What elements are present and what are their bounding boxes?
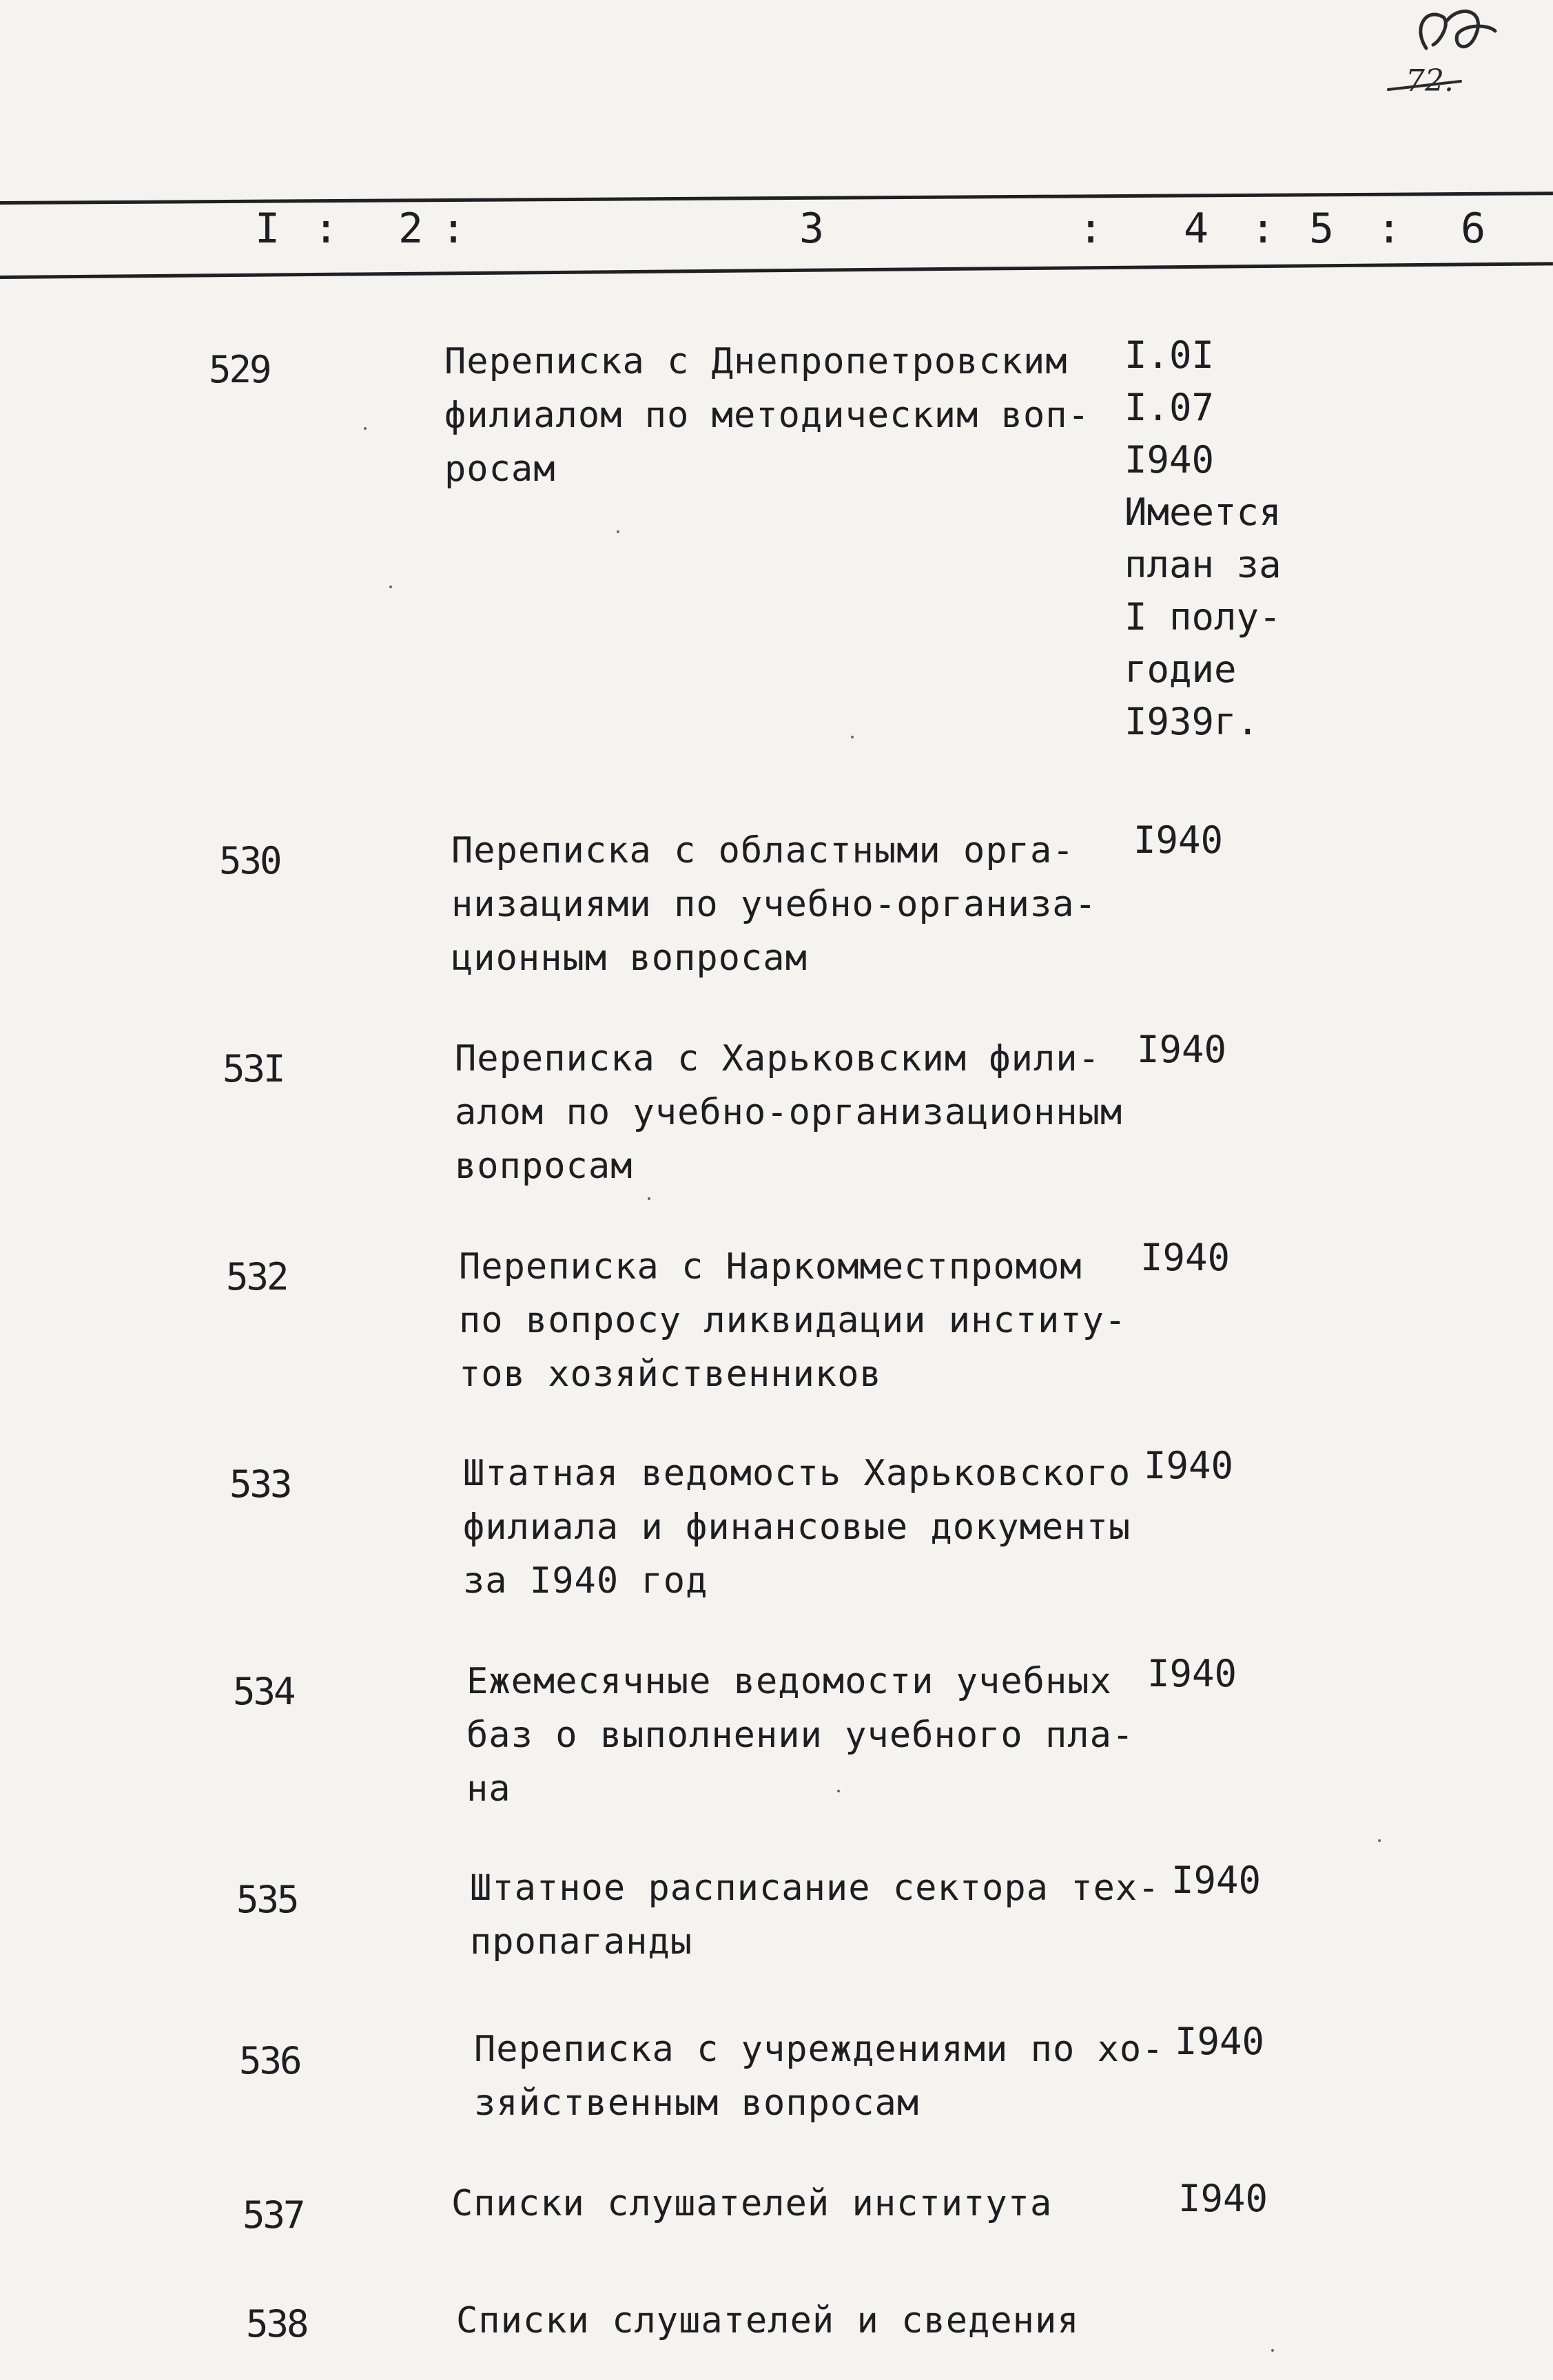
scan-speck xyxy=(851,736,854,738)
scan-speck xyxy=(648,1197,650,1200)
record-description: Переписка с областными орга- низациями по учебно-организа- ционным вопросам xyxy=(451,830,1097,979)
scan-speck xyxy=(389,586,392,588)
record-dates: I940 xyxy=(1133,818,1224,862)
record-dates: I940 xyxy=(1178,2177,1268,2220)
record-description: Переписка с учреждениями по хо- зяйственным вопросам xyxy=(474,2029,1164,2124)
record-description: Списки слушателей института xyxy=(451,2183,1053,2224)
header-separator: : xyxy=(1251,205,1276,253)
scan-speck xyxy=(617,530,619,533)
record-description: Ежемесячные ведомости учебных баз о выполнении учебного пла- на xyxy=(466,1661,1135,1810)
record-number: 536 xyxy=(239,2039,300,2082)
header-col-5: 5 xyxy=(1309,205,1335,253)
record-description: Переписка с Днепропетровским филиалом по методическим воп- росам xyxy=(444,341,1090,490)
header-col-6: 6 xyxy=(1461,205,1486,253)
record-number: 533 xyxy=(229,1462,291,1506)
header-col-3: 3 xyxy=(799,205,825,253)
record-dates: I940 xyxy=(1171,1859,1262,1902)
scan-speck xyxy=(837,1790,840,1792)
record-dates: I.0I I.07 I940 Имеется план за I полу- годие I939г. xyxy=(1124,333,1282,743)
record-dates: I940 xyxy=(1137,1028,1227,1071)
scan-speck xyxy=(364,427,367,430)
record-description: Переписка с Наркомместпромом по вопросу ликвидации институ- тов хозяйственников xyxy=(459,1246,1127,1395)
record-description: Списки слушателей и сведения xyxy=(456,2300,1080,2341)
record-number: 529 xyxy=(209,348,270,391)
header-rule-bottom xyxy=(0,262,1553,279)
record-dates: I940 xyxy=(1147,1652,1237,1695)
record-number: 53I xyxy=(223,1047,284,1090)
header-separator: : xyxy=(441,205,466,253)
record-number: 532 xyxy=(226,1255,287,1298)
header-col-1: I xyxy=(255,205,280,253)
header-rule-top xyxy=(0,192,1553,205)
record-description: Переписка с Харьковским фили- алом по учебно-организационным вопросам xyxy=(455,1038,1123,1187)
record-number: 535 xyxy=(236,1878,298,1921)
header-separator: : xyxy=(1078,205,1104,253)
scan-speck xyxy=(1378,1839,1381,1842)
scan-speck xyxy=(1271,2349,1274,2352)
record-dates: I940 xyxy=(1144,1444,1234,1487)
record-number: 534 xyxy=(233,1670,294,1713)
record-number: 530 xyxy=(219,839,280,882)
record-dates: I940 xyxy=(1140,1236,1231,1279)
header-col-4: 4 xyxy=(1184,205,1209,253)
record-description: Штатное расписание сектора тех- пропаганды xyxy=(470,1867,1160,1963)
header-separator: : xyxy=(313,205,339,253)
record-number: 537 xyxy=(243,2193,304,2237)
record-description: Штатная ведомость Харьковского филиала и финансовые документы за I940 год xyxy=(463,1453,1131,1602)
folio-number: 72. xyxy=(1406,63,1454,99)
record-number: 538 xyxy=(246,2302,307,2346)
record-dates: I940 xyxy=(1175,2020,1265,2063)
header-separator: : xyxy=(1377,205,1402,253)
header-col-2: 2 xyxy=(398,205,424,253)
